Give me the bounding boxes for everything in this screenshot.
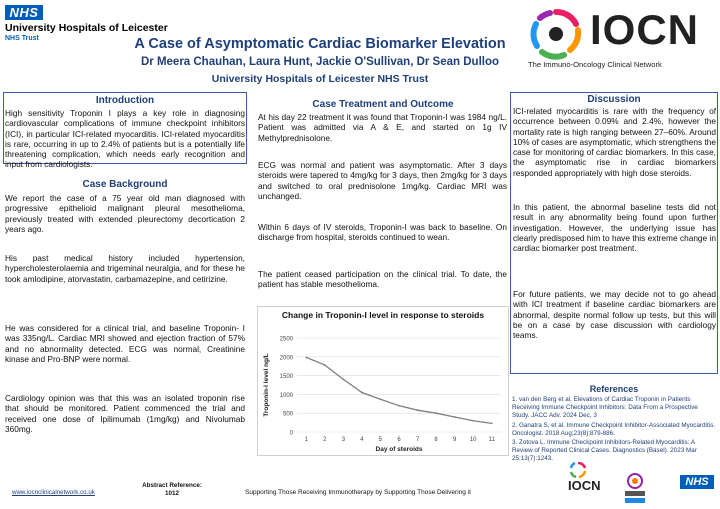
- y-tick-label: 500: [282, 411, 293, 418]
- chart-title: Change in Troponin-I level in response to steroids: [281, 310, 485, 320]
- treatment-p4: The patient ceased participation on the clinical trial. To date, the patient has stable mesothelioma.: [258, 269, 507, 290]
- y-axis-label: Troponin-I level ng/L: [263, 353, 270, 417]
- x-tick-label: 7: [415, 437, 420, 443]
- iocn-logo-text: IOCN: [590, 6, 699, 53]
- troponin-chart: [257, 306, 509, 456]
- x-tick-label: 6: [397, 437, 401, 443]
- x-tick-label: 10: [469, 437, 477, 443]
- data-point: [472, 420, 474, 422]
- new-and-novel-logo-icon: [622, 472, 648, 506]
- introduction-text: High sensitivity Troponin I plays a key role in diagnosing cardiovascular complications of immune checkpoint inhibitors (ICI), in particular ICI-related myocarditis. ICI-related myocarditis is rare, occurring in up to 2.4% of patients but is a potentially life threatening complication, which needs early recognition and input from cardiologists.: [5, 108, 245, 170]
- data-point: [454, 416, 456, 418]
- hospital-name: University Hospitals of Leicester: [5, 22, 168, 34]
- footer-tagline: Supporting Those Receiving Immunotherapy by Supporting Those Delivering it: [245, 489, 471, 496]
- abstract-reference: [132, 482, 212, 498]
- y-tick-label: 2000: [279, 355, 293, 362]
- treatment-p2: ECG was normal and patient was asymptomatic. After 3 days steroids were tapered to 4mg/kg for 3 days, then 2mg/kg for 3 days and switched to oral prednisolone 1mg/kg. Cardiac MRI was unchanged.: [258, 160, 507, 201]
- x-tick-label: 9: [452, 437, 457, 443]
- abstract-reference-label: Abstract Reference:: [142, 482, 202, 489]
- data-point: [361, 392, 363, 394]
- data-point: [324, 364, 326, 366]
- discussion-p3: For future patients, we may decide not to go ahead with ICI treatment if baseline cardiac biomarkers are abnormal, despite normal follow up tests, but this will be on a case by case discussion with cardiology teams.: [513, 289, 716, 341]
- references-list: [512, 396, 716, 465]
- x-tick-label: 1: [304, 437, 308, 443]
- abstract-reference-number: 1012: [164, 490, 179, 497]
- x-tick-label: 3: [341, 437, 346, 443]
- reference-item: 1. van den Berg et al. Elevations of Cardiac Troponin in Patients Receiving Immune Checkpoint Inhibitors: Data From a Prospective Study. JACC Adv. 2024 Dec, 3: [512, 396, 698, 420]
- x-tick-label: 11: [488, 437, 495, 443]
- data-point: [398, 405, 400, 407]
- trust-name: NHS Trust: [5, 35, 39, 42]
- introduction-heading: Introduction: [95, 95, 155, 106]
- data-point: [380, 398, 382, 400]
- x-tick-label: 5: [378, 437, 383, 443]
- case-background-p1: We report the case of a 75 year old man diagnosed with progressive epithelioid malignant pleural mesothelioma, previously treated with extended pleurectomy decortication 2 years ago.: [5, 193, 245, 234]
- data-point: [305, 357, 307, 359]
- x-tick-label: 8: [434, 437, 438, 443]
- discussion-p1: ICI-related myocarditis is rare with the frequency of occurrence between 0.09% and 2.4%, however the mortality rate is high ranging between 27–60%. Around 10% of cases are asymptomatic, which strengthens the case for monitoring of cardiac biomarkers. In this case, the asymptomatic rise in cardiac biomarkers responded appropriately with high dose steroids.: [513, 106, 716, 178]
- treatment-heading: Case Treatment and Outcome: [312, 99, 454, 110]
- iocn-small-logo-icon: [569, 462, 587, 478]
- discussion-p2: In this patient, the abnormal baseline tests did not result in any abnormality being found upon further investigation. However, the underlying issue has clearly predisposed him to have this extreme change in cardiac biomarker post treatment.: [513, 202, 716, 254]
- y-tick-label: 0: [289, 430, 293, 437]
- footer-iocn-logo: IOCN: [568, 478, 601, 493]
- website-link[interactable]: www.iocnclinicalnetwork.co.uk: [12, 489, 95, 496]
- y-tick-label: 2500: [279, 336, 293, 343]
- reference-item: 2. Ganatra S, et al. Immune Checkpoint Inhibitor-Associated Myocarditis. Oncologist. 2018 Aug;23(8):879-886.: [512, 421, 715, 437]
- poster-institution: University Hospitals of Leicester NHS Trust: [211, 73, 429, 85]
- iocn-logo-mark-icon: [530, 8, 582, 60]
- y-tick-label: 1000: [279, 392, 293, 399]
- x-axis-label: Day of steroids: [375, 446, 423, 453]
- case-background-p2: His past medical history included hypertension, hypercholesterolaemia and trigeminal neuralgia, and for these he took amlodipine, atorvastatin, carbamazepine, and cetirizine.: [5, 253, 245, 284]
- treatment-p1: At his day 22 treatment it was found that Troponin-I was 1984 ng/L. Patient was admitted via A & E, and started on 1g IV Methylprednisolone.: [258, 112, 507, 143]
- reference-item: 3. Zotova L. Immune Checkpoint Inhibitors-Related Myocarditis: A Review of Reported Clinical Cases. Diagnostics (Basel). 2023 Mar 25;13(7):1243.: [512, 439, 697, 463]
- references-heading: References: [589, 384, 639, 394]
- footer-nhs-logo: NHS: [680, 475, 714, 489]
- data-point: [342, 378, 344, 380]
- discussion-heading: Discussion: [587, 94, 641, 105]
- y-tick-label: 1500: [279, 374, 293, 381]
- iocn-tagline: The Immuno-Oncology Clinical Network: [528, 60, 662, 69]
- data-point: [435, 412, 437, 414]
- nhs-logo: NHS: [5, 5, 43, 20]
- x-tick-label: 4: [360, 437, 364, 443]
- case-background-p4: Cardiology opinion was that this was an isolated troponin rise that should be monitored. Patient commenced the trial and received one dose of Ipilimumab (1mg/kg) and Nivolumab 360mg.: [5, 393, 245, 434]
- treatment-p3: Within 6 days of IV steroids, Troponin-I was back to baseline. On discharge from hospital, steroids continued to wean.: [258, 222, 507, 243]
- poster-title: A Case of Asymptomatic Cardiac Biomarker Elevation: [134, 36, 506, 52]
- case-background-p3: He was considered for a clinical trial, and baseline Troponin- I was 335ng/L. Cardiac MRI showed and ejection fraction of 57% and no abnormality detected. ECG was normal, Creatinine kinase and Pro-BNP were normal.: [5, 323, 245, 364]
- poster-authors: Dr Meera Chauhan, Laura Hunt, Jackie O'Sullivan, Dr Sean Dulloo: [140, 56, 500, 68]
- data-point: [491, 422, 493, 424]
- data-point: [417, 409, 419, 411]
- x-tick-label: 2: [323, 437, 327, 443]
- case-background-heading: Case Background: [82, 179, 168, 190]
